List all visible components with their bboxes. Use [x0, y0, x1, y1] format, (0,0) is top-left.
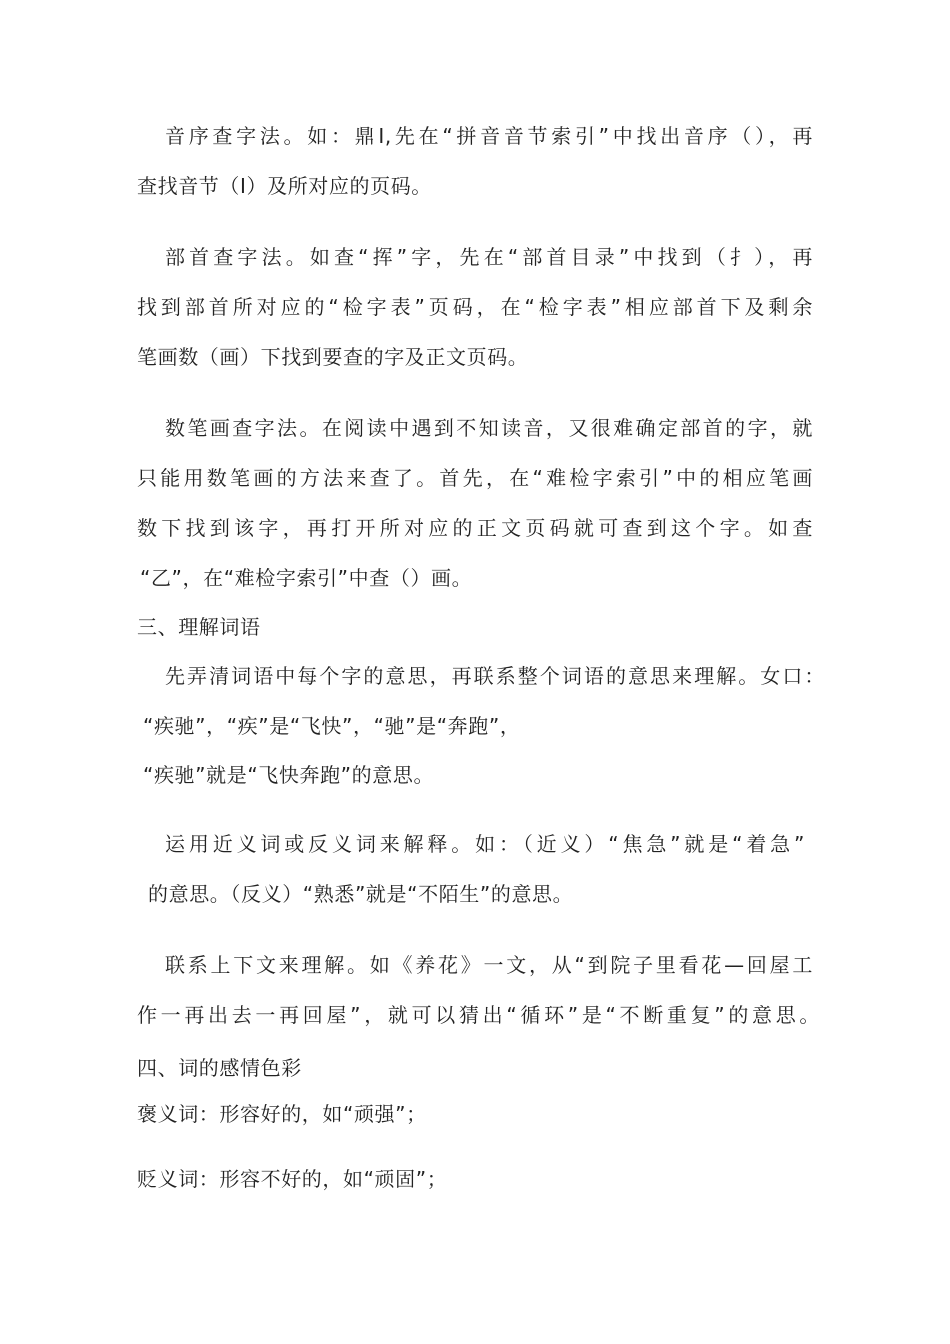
- paragraph-line: 查找音节（I）及所对应的页码。: [137, 174, 432, 198]
- paragraph-line: 数下找到该字，再打开所对应的正文页码就可查到这个字。如查: [137, 516, 813, 540]
- paragraph-line: 运用近义词或反义词来解释。如：（近义）“焦急”就是“着急”: [165, 832, 805, 856]
- paragraph-line: “疾驰”，“疾”是“飞快”，“驰”是“奔跑”，: [143, 714, 521, 738]
- section-heading: 四、词的感情色彩: [137, 1056, 302, 1080]
- paragraph-line: 音序查字法。如：鼎I,先在“拼音音节索引”中找出音序（），再: [165, 124, 813, 148]
- paragraph-line: 数笔画查字法。在阅读中遇到不知读音，又很难确定部首的字，就: [165, 416, 813, 440]
- paragraph-line: 作一再出去一再回屋”，就可以猜出“循环”是“不断重复”的意思。: [137, 1003, 820, 1027]
- paragraph-line: 只能用数笔画的方法来查了。首先，在“难检字索引”中的相应笔画: [137, 466, 813, 490]
- paragraph-line: 先弄清词语中每个字的意思，再联系整个词语的意思来理解。女口：: [165, 664, 825, 688]
- paragraph-line: 褒义词：形容好的，如“顽强”；: [137, 1102, 427, 1126]
- paragraph-line: 找到部首所对应的“检字表”页码，在“检字表”相应部首下及剩余: [137, 295, 813, 319]
- paragraph-line: 的意思。（反义）“熟悉”就是“不陌生”的意思。: [148, 882, 574, 906]
- paragraph-line: 联系上下文来理解。如《养花》一文，从“到院子里看花—回屋工: [165, 953, 813, 977]
- paragraph-line: 部首查字法。如查“挥”字，先在“部首目录”中找到（扌），再: [165, 245, 813, 269]
- paragraph-line: 贬义词：形容不好的，如“顽固”；: [137, 1167, 448, 1191]
- section-heading: 三、理解词语: [137, 615, 261, 639]
- paragraph-line: 笔画数（画）下找到要查的字及正文页码。: [137, 345, 529, 369]
- paragraph-line: “疾驰”就是“飞快奔跑”的意思。: [143, 763, 435, 787]
- paragraph-line: “乙”，在“难检字索引”中查（）画。: [140, 566, 473, 590]
